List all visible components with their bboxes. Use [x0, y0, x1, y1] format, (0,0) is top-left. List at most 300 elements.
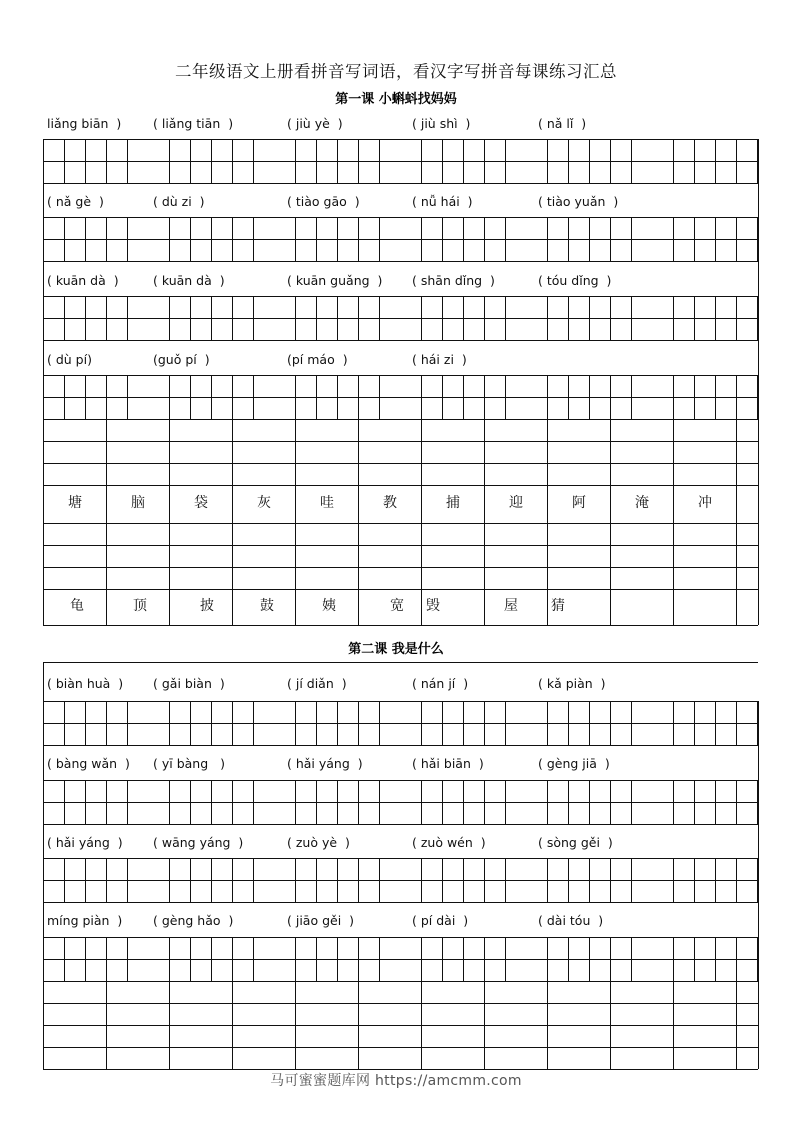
- grid-line: [610, 419, 611, 485]
- writing-box-line: [736, 701, 737, 745]
- writing-box-line: [547, 375, 548, 419]
- writing-box-line: [379, 701, 380, 745]
- writing-box-line: [316, 937, 317, 981]
- writing-box-line: [190, 139, 191, 183]
- writing-box-line: [337, 375, 338, 419]
- writing-box-line: [85, 780, 86, 824]
- writing-box-line: [442, 375, 443, 419]
- writing-box-line: [631, 217, 632, 261]
- writing-box-line: [568, 858, 569, 902]
- pinyin-prompt: ( jiāo gěi ): [287, 913, 354, 928]
- grid-line: [106, 589, 107, 625]
- grid-line: [43, 745, 758, 746]
- grid-midline: [43, 239, 758, 240]
- writing-box-line: [589, 858, 590, 902]
- writing-box-line: [463, 701, 464, 745]
- writing-box-line: [358, 296, 359, 340]
- pinyin-prompt: ( kuān dà ): [153, 273, 225, 288]
- writing-box-line: [232, 937, 233, 981]
- grid-line: [421, 523, 422, 589]
- writing-box-line: [463, 937, 464, 981]
- writing-box-line: [631, 858, 632, 902]
- writing-box-line: [547, 780, 548, 824]
- writing-box-line: [211, 701, 212, 745]
- grid-line: [295, 485, 296, 523]
- writing-box-line: [64, 139, 65, 183]
- grid-line: [484, 419, 485, 485]
- grid-line: [43, 589, 44, 625]
- writing-box-line: [463, 858, 464, 902]
- pinyin-prompt: ( hǎi yáng ): [47, 835, 123, 850]
- writing-box-line: [673, 217, 674, 261]
- pinyin-prompt: ( hǎi yáng ): [287, 756, 363, 771]
- grid-line: [106, 523, 107, 589]
- pinyin-prompt: ( tiào gāo ): [287, 194, 360, 209]
- hanzi-character: 鼓: [260, 598, 274, 614]
- writing-box-line: [211, 780, 212, 824]
- grid-line: [43, 463, 758, 464]
- grid-line: [610, 981, 611, 1069]
- pinyin-prompt: ( nán jí ): [412, 676, 469, 691]
- pinyin-prompt: ( jí diǎn ): [287, 676, 347, 691]
- writing-box-line: [631, 780, 632, 824]
- writing-box-line: [568, 701, 569, 745]
- hanzi-character: 龟: [70, 598, 84, 614]
- grid-line: [43, 824, 758, 825]
- writing-box-line: [631, 139, 632, 183]
- writing-box-line: [190, 296, 191, 340]
- writing-box-line: [169, 375, 170, 419]
- writing-box-line: [715, 139, 716, 183]
- writing-box-line: [736, 858, 737, 902]
- writing-box-line: [127, 780, 128, 824]
- pinyin-prompt: ( kuān dà ): [47, 273, 119, 288]
- writing-box-line: [358, 701, 359, 745]
- writing-box-line: [127, 858, 128, 902]
- writing-box-line: [589, 375, 590, 419]
- writing-box-line: [568, 139, 569, 183]
- writing-box-line: [484, 858, 485, 902]
- grid-line: [43, 858, 758, 859]
- grid-line: [43, 261, 758, 262]
- writing-box-line: [337, 296, 338, 340]
- pinyin-prompt: ( nǎ lǐ ): [538, 116, 587, 131]
- grid-line: [106, 419, 107, 485]
- writing-box-line: [295, 780, 296, 824]
- grid-midline: [43, 397, 758, 398]
- writing-box-line: [85, 701, 86, 745]
- grid-line: [421, 485, 422, 523]
- writing-box-line: [127, 139, 128, 183]
- pinyin-prompt: ( bàng wǎn ): [47, 756, 130, 771]
- pinyin-prompt: ( zuò yè ): [287, 835, 350, 850]
- writing-box-line: [211, 937, 212, 981]
- writing-box-line: [358, 217, 359, 261]
- grid-line: [43, 296, 758, 297]
- writing-box-line: [232, 375, 233, 419]
- writing-box-line: [547, 937, 548, 981]
- writing-box-line: [547, 701, 548, 745]
- hanzi-character: 脑: [131, 495, 145, 511]
- grid-line: [295, 419, 296, 485]
- writing-box-line: [442, 701, 443, 745]
- grid-line: [43, 625, 758, 626]
- grid-line: [106, 981, 107, 1069]
- grid-line: [736, 485, 737, 523]
- writing-box-line: [484, 701, 485, 745]
- pinyin-prompt: míng piàn ): [47, 913, 123, 928]
- writing-box-line: [316, 858, 317, 902]
- grid-line: [43, 419, 758, 420]
- grid-line: [43, 523, 44, 589]
- grid-line: [736, 419, 737, 485]
- grid-line: [169, 589, 170, 625]
- writing-box-line: [169, 858, 170, 902]
- writing-box-line: [295, 858, 296, 902]
- writing-box-line: [169, 780, 170, 824]
- writing-box-line: [43, 701, 44, 745]
- writing-box-line: [610, 858, 611, 902]
- writing-box-line: [463, 780, 464, 824]
- hanzi-character: 阿: [572, 495, 586, 511]
- writing-box-line: [505, 858, 506, 902]
- writing-box-line: [610, 375, 611, 419]
- writing-box-line: [295, 139, 296, 183]
- writing-box-line: [64, 937, 65, 981]
- pinyin-prompt: ( gǎi biàn ): [153, 676, 225, 691]
- grid-line: [358, 419, 359, 485]
- grid-line: [673, 485, 674, 523]
- grid-line: [736, 523, 737, 589]
- writing-box-line: [442, 139, 443, 183]
- grid-line: [673, 981, 674, 1069]
- writing-box-line: [358, 780, 359, 824]
- grid-line: [358, 981, 359, 1069]
- writing-box-line: [673, 296, 674, 340]
- writing-box-line: [64, 375, 65, 419]
- writing-box-line: [589, 296, 590, 340]
- hanzi-character: 毁: [426, 598, 440, 614]
- pinyin-prompt: ( dù zi ): [153, 194, 205, 209]
- pinyin-prompt: ( yī bàng ): [153, 756, 225, 771]
- writing-box-line: [64, 296, 65, 340]
- grid-line: [43, 1047, 758, 1048]
- writing-box-line: [568, 296, 569, 340]
- writing-box-line: [547, 139, 548, 183]
- writing-box-line: [589, 780, 590, 824]
- grid-line: [43, 902, 758, 903]
- writing-box-line: [169, 139, 170, 183]
- writing-box-line: [421, 937, 422, 981]
- writing-box-line: [169, 937, 170, 981]
- writing-box-line: [295, 296, 296, 340]
- writing-box-line: [484, 375, 485, 419]
- grid-midline: [43, 959, 758, 960]
- pinyin-prompt: ( dù pí): [47, 352, 92, 367]
- hanzi-character: 猜: [551, 598, 565, 614]
- writing-box-line: [253, 780, 254, 824]
- grid-line: [484, 485, 485, 523]
- grid-line: [547, 485, 548, 523]
- pinyin-prompt: (guǒ pí ): [153, 352, 210, 367]
- hanzi-character: 灰: [257, 495, 271, 511]
- grid-line: [484, 589, 485, 625]
- writing-box-line: [715, 296, 716, 340]
- writing-box-line: [358, 858, 359, 902]
- writing-box-line: [736, 296, 737, 340]
- writing-box-line: [547, 296, 548, 340]
- writing-box-line: [379, 375, 380, 419]
- writing-box-line: [379, 217, 380, 261]
- grid-line: [232, 589, 233, 625]
- grid-line: [610, 523, 611, 589]
- grid-line: [43, 662, 758, 663]
- grid-line: [610, 589, 611, 625]
- grid-line: [232, 485, 233, 523]
- hanzi-character: 屋: [504, 598, 518, 614]
- grid-line: [232, 981, 233, 1069]
- grid-line: [43, 523, 758, 524]
- writing-box-line: [484, 780, 485, 824]
- pinyin-prompt: ( zuò wén ): [412, 835, 486, 850]
- writing-box-line: [190, 858, 191, 902]
- writing-box-line: [106, 296, 107, 340]
- grid-line: [547, 981, 548, 1069]
- writing-box-line: [127, 375, 128, 419]
- writing-box-line: [736, 780, 737, 824]
- writing-box-line: [43, 780, 44, 824]
- writing-box-line: [358, 139, 359, 183]
- grid-line: [43, 419, 44, 485]
- writing-box-line: [295, 701, 296, 745]
- pinyin-prompt: ( dài tóu ): [538, 913, 604, 928]
- hanzi-character: 淹: [635, 495, 649, 511]
- writing-box-line: [253, 701, 254, 745]
- writing-box-line: [442, 780, 443, 824]
- writing-box-line: [715, 701, 716, 745]
- grid-line: [43, 1003, 758, 1004]
- writing-box-line: [106, 858, 107, 902]
- writing-box-line: [610, 780, 611, 824]
- writing-box-line: [673, 701, 674, 745]
- writing-box-line: [316, 217, 317, 261]
- writing-box-line: [85, 296, 86, 340]
- writing-box-line: [190, 375, 191, 419]
- page-title: 二年级语文上册看拼音写词语，看汉字写拼音每课练习汇总: [175, 62, 617, 81]
- grid-line: [610, 485, 611, 523]
- writing-box-line: [232, 139, 233, 183]
- writing-box-line: [505, 780, 506, 824]
- writing-box-line: [232, 780, 233, 824]
- pinyin-prompt: ( tiào yuǎn ): [538, 194, 619, 209]
- writing-box-line: [253, 139, 254, 183]
- pinyin-prompt: ( wāng yáng ): [153, 835, 244, 850]
- pinyin-prompt: ( tóu dǐng ): [538, 273, 612, 288]
- writing-box-line: [64, 701, 65, 745]
- grid-line: [673, 523, 674, 589]
- grid-line: [758, 485, 759, 523]
- writing-box-line: [169, 296, 170, 340]
- writing-box-line: [568, 780, 569, 824]
- writing-box-line: [169, 217, 170, 261]
- pinyin-prompt: ( nǎ gè ): [47, 194, 104, 209]
- writing-box-line: [484, 937, 485, 981]
- writing-box-line: [694, 296, 695, 340]
- grid-line: [43, 937, 758, 938]
- writing-box-line: [421, 375, 422, 419]
- writing-box-line: [505, 375, 506, 419]
- writing-box-line: [694, 780, 695, 824]
- grid-line: [484, 981, 485, 1069]
- grid-line: [758, 419, 759, 485]
- grid-line: [43, 139, 758, 140]
- writing-box-line: [253, 858, 254, 902]
- writing-box-line: [379, 296, 380, 340]
- writing-box-line: [127, 937, 128, 981]
- writing-box-line: [211, 375, 212, 419]
- grid-line: [295, 981, 296, 1069]
- writing-box-line: [421, 701, 422, 745]
- grid-line: [43, 340, 758, 341]
- writing-box-line: [85, 937, 86, 981]
- writing-box-line: [106, 375, 107, 419]
- grid-line: [169, 981, 170, 1069]
- writing-box-line: [505, 701, 506, 745]
- writing-box-line: [694, 217, 695, 261]
- writing-box-line: [610, 937, 611, 981]
- writing-box-line: [421, 296, 422, 340]
- writing-box-line: [505, 296, 506, 340]
- writing-box-line: [316, 375, 317, 419]
- pinyin-prompt: liǎng biān ): [47, 116, 122, 131]
- writing-box-line: [442, 858, 443, 902]
- writing-box-line: [589, 217, 590, 261]
- writing-box-line: [673, 375, 674, 419]
- writing-box-line: [421, 217, 422, 261]
- writing-box-line: [85, 217, 86, 261]
- grid-line: [43, 485, 758, 486]
- hanzi-character: 捕: [446, 495, 460, 511]
- writing-box-line: [694, 139, 695, 183]
- writing-box-line: [694, 858, 695, 902]
- writing-box-line: [463, 217, 464, 261]
- grid-midline: [43, 161, 758, 162]
- pinyin-prompt: ( gèng jiā ): [538, 756, 610, 771]
- writing-box-line: [631, 296, 632, 340]
- writing-box-line: [673, 780, 674, 824]
- writing-box-line: [106, 937, 107, 981]
- writing-box-line: [295, 375, 296, 419]
- writing-box-line: [85, 139, 86, 183]
- writing-box-line: [232, 858, 233, 902]
- writing-box-line: [484, 217, 485, 261]
- pinyin-prompt: ( liǎng tiān ): [153, 116, 234, 131]
- writing-box-line: [64, 780, 65, 824]
- grid-line: [673, 589, 674, 625]
- grid-line: [358, 589, 359, 625]
- writing-box-line: [295, 217, 296, 261]
- writing-box-line: [589, 139, 590, 183]
- grid-line: [169, 485, 170, 523]
- writing-box-line: [43, 858, 44, 902]
- writing-box-line: [736, 217, 737, 261]
- writing-box-line: [211, 217, 212, 261]
- writing-box-line: [337, 780, 338, 824]
- writing-box-line: [127, 217, 128, 261]
- writing-box-line: [631, 701, 632, 745]
- writing-box-line: [568, 217, 569, 261]
- grid-line: [43, 589, 758, 590]
- grid-line: [43, 1025, 758, 1026]
- writing-box-line: [694, 937, 695, 981]
- writing-box-line: [589, 701, 590, 745]
- writing-box-line: [316, 139, 317, 183]
- pinyin-prompt: ( hái zi ): [412, 352, 467, 367]
- writing-box-line: [358, 375, 359, 419]
- writing-box-line: [631, 375, 632, 419]
- writing-box-line: [253, 296, 254, 340]
- grid-line: [43, 981, 44, 1069]
- writing-box-line: [211, 139, 212, 183]
- writing-box-line: [547, 217, 548, 261]
- pinyin-prompt: ( jiù shì ): [412, 116, 471, 131]
- writing-box-line: [505, 217, 506, 261]
- writing-box-line: [253, 217, 254, 261]
- writing-box-line: [190, 937, 191, 981]
- writing-box-line: [190, 780, 191, 824]
- writing-box-line: [211, 296, 212, 340]
- writing-box-line: [694, 375, 695, 419]
- grid-line: [43, 441, 758, 442]
- hanzi-character: 教: [383, 495, 397, 511]
- writing-box-line: [505, 139, 506, 183]
- writing-box-line: [673, 139, 674, 183]
- writing-box-line: [442, 937, 443, 981]
- writing-box-line: [379, 139, 380, 183]
- writing-box-line: [736, 375, 737, 419]
- writing-box-line: [232, 217, 233, 261]
- grid-line: [421, 419, 422, 485]
- writing-box-line: [463, 139, 464, 183]
- grid-line: [106, 485, 107, 523]
- writing-box-line: [379, 858, 380, 902]
- pinyin-prompt: ( pí dài ): [412, 913, 469, 928]
- hanzi-character: 迎: [509, 495, 523, 511]
- grid-line: [484, 523, 485, 589]
- writing-box-line: [85, 375, 86, 419]
- pinyin-prompt: ( kuān guǎng ): [287, 273, 383, 288]
- hanzi-character: 塘: [68, 495, 82, 511]
- grid-line: [358, 523, 359, 589]
- writing-box-line: [631, 937, 632, 981]
- writing-box-line: [106, 139, 107, 183]
- hanzi-character: 袋: [194, 495, 208, 511]
- writing-box-line: [694, 701, 695, 745]
- writing-box-line: [106, 701, 107, 745]
- hanzi-character: 冲: [698, 495, 712, 511]
- writing-box-line: [610, 139, 611, 183]
- writing-box-line: [316, 296, 317, 340]
- writing-box-line: [316, 780, 317, 824]
- writing-box-line: [715, 780, 716, 824]
- lesson-1-title: 第一课 小蝌蚪找妈妈: [335, 92, 457, 107]
- writing-box-line: [43, 937, 44, 981]
- grid-line: [43, 780, 758, 781]
- writing-box-line: [484, 139, 485, 183]
- writing-box-line: [190, 701, 191, 745]
- writing-box-line: [673, 937, 674, 981]
- footer-watermark: 马可蜜蜜题库网 https://amcmm.com: [270, 1073, 522, 1089]
